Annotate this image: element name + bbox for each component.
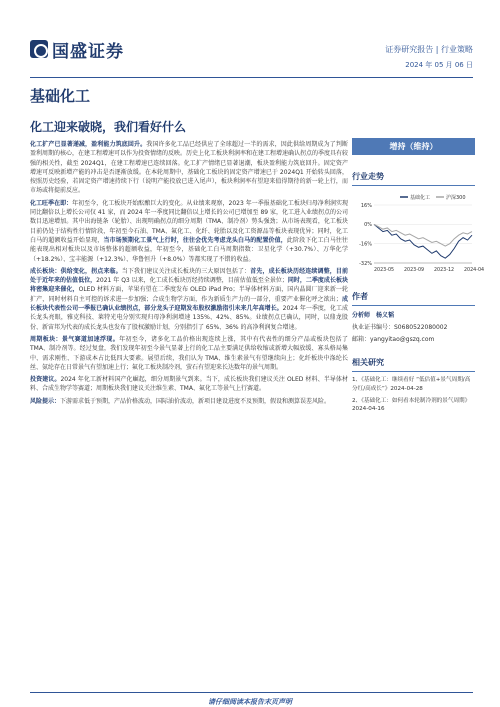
paragraph-lead: 投资建议。 [30, 376, 61, 384]
report-headline: 化工迎来破晓，我们看好什么 [30, 120, 187, 134]
paragraph-lead: 成长板块：供给变化，拐点来临。 [30, 267, 122, 275]
paragraph-highlight: 成长板块代表性公司一季报已确认业绩拐点，部分龙头子迎期发布股权激励指引未来几年高增长。 [30, 295, 348, 313]
x-tick-label: 2023-05 [374, 268, 395, 273]
brand-name: 国盛证券 [52, 41, 124, 62]
x-tick-label: 2024-04 [464, 268, 485, 273]
brand-logo [30, 38, 130, 60]
paragraph-highlight: 首先，成长板块历经连续调整，目前处于近年来的估值低位， [30, 267, 348, 285]
paragraph-text: 此阶段下化工白马往往能表现出相对板块以及市场整体的超额收益，年初至今，基础化工白马周期指数：卫星化学（+30.7%）、万华化学（+18.2%）、宝丰能源（+12.3%）、华鲁恒升（+8.0%）等都实现了不错的收益。 [30, 236, 348, 263]
paragraph-text: 我国许多化工品已经供应了全球超过一半的需求，因此供给周期成为了判断盈利周期的核心，在建工程增速可以作为投资情绪的反映。历史上化工板块利润率和在建工程增速确认拐点的季度具有较强的相关性，截至 2024Q1，在建工程增速已连续回落。化工扩产情绪已显著退潮，板块盈利能力筑底回升。固定资产增速可反映新增产能的冲击是否逐渐放缓。在本轮周期中，基础化工板块的固定资产增速已于 2024Q1 开始转头回落，按照历史经验，若固定资产增速持续下行（说明产能投放已进入尾声），板块利润率有望迎来值得期待的新一轮上行，而市场或将提前反应。 [30, 141, 349, 195]
paragraph-advice [30, 375, 348, 394]
trend-chart-svg [352, 191, 485, 277]
report-header [0, 0, 500, 69]
x-tick-label: 2023-09 [404, 268, 425, 273]
paragraph-text: 2021 年 Q3 以来，化工成长板块历经持续调整，目前估值低至全景位； [96, 277, 288, 285]
paragraph-text: 2024 年一季度，化工成长龙头亮眼，雅克科技、莱特光电分别实现归母净利润增速 135%、42%、85%。业绩拐点已确认，同时，以鼎龙股份、新宙邦为代表的成长龙头也发布了股权激励计划，分别指引了 65%、36% 的高净利润复合增速。 [30, 305, 348, 331]
trend-chart [352, 191, 485, 277]
paragraph-season [30, 199, 348, 264]
related-research-list [352, 376, 475, 414]
analyst-role: 分析师 [352, 312, 371, 319]
related-item[interactable]: 1、《基础化工：继续看好 “低估值+景气周期/高分红/高成长”》2024-04-28 [352, 377, 471, 392]
footer-disclaimer: 请仔细阅读本报告末页声明 [208, 698, 292, 706]
y-tick-label: -32% [359, 260, 372, 267]
paragraph-lead: 化工旺季在即： [30, 199, 73, 207]
document-tags: 证券研究报告 | 行业策略 [385, 45, 473, 54]
paragraph-text: OLED 材料方面，苹果有望在二季度发布 OLED iPad Pro；半导体材料方面，国内晶圆厂迎来新一轮扩产，同时材料自主可控的诉求进一步加强；合成生物学方面，作为新质生产力的一部分，重要产业催化呼之欲出； [30, 286, 348, 303]
y-tick-label: -16% [359, 241, 372, 248]
rating-badge: 增持（维持） [352, 138, 475, 155]
analyst-info [352, 310, 475, 343]
footer-divider [30, 692, 473, 693]
report-date: 2024 年 05 月 06 日 [405, 61, 473, 69]
paragraph-text: 年初至今，化工板块开始酝酿巨大的变化。从业绩来观察，2023 年一季报基础化工板块归母净利润实现同比翻倍以上增长公司仅 41 家，而 2024 年一季度同比翻倍以上增长的公司已增加至 89 家，化工进入业绩拐点的公司数目迅速增加。其中出海链条（轮胎）、出现明确拐点的细分周期（TMA、制冷剂）势头强劲；从市场表现看，化工板块目前仍处于结构性行情阶段，年初至今石油、TMA、氟化工、化纤、轮胎以及化工资源品等板块表现优异；同时，化工白马的超额收益开始显现， [30, 199, 348, 244]
paragraph-lead: 化工扩产已显著递减，盈利能力筑底回升。 [30, 141, 147, 148]
x-tick-label: 2023-12 [434, 268, 455, 273]
paragraph-capacity [30, 140, 348, 196]
sidebar [352, 138, 485, 417]
trend-heading: 行业走势 [352, 171, 475, 186]
paragraph-text: 当下我们建议关注成长板块的三大原因包括了： [121, 267, 251, 275]
paragraph-text: 2024 年化工新材料国产化崛起，细分周期景气到来。当下，成长板块我们建议关注 OLED 材料、半导体材料、合成生物学等赛道；周期板块我们建议关注维生素、TMA、氟化工等景气上行赛道。 [30, 376, 348, 393]
report-body [30, 140, 348, 409]
paragraph-text: 下游需求低于预期，产品价格波动，国际油价波动，新项目建设进度不及预期，假设和测算误差风险。 [60, 397, 331, 405]
related-heading: 相关研究 [352, 357, 475, 372]
paragraph-highlight: 同时，二季度成长板块将密集迎来催化， [30, 277, 348, 294]
analyst-cert: 执业证书编号：S0680522080002 [352, 324, 448, 331]
related-item[interactable]: 2、《基础化工：如何看本轮制冷剂的景气周期》2024-04-16 [352, 397, 471, 413]
analyst-heading: 作者 [352, 291, 475, 306]
analyst-role-row [352, 310, 475, 319]
page-title: 基础化工 [30, 87, 91, 105]
y-tick-label: 0% [364, 222, 372, 229]
analyst-name: 杨义韬 [376, 312, 395, 319]
analyst-email: 邮箱：yangyitao@gszq.com [352, 336, 435, 343]
paragraph-lead: 风险提示： [30, 397, 61, 405]
paragraph-highlight: 当市场预期化工景气上行时，往往会优先考虑龙头白马的配置价值， [103, 236, 287, 244]
legend-label: 基础化工 [410, 195, 431, 201]
brand-logo-icon [30, 40, 48, 58]
legend-label: 沪深300 [446, 195, 466, 201]
paragraph-cycle [30, 335, 348, 372]
paragraph-lead: 周期板块：景气赛道加速浮现。 [30, 335, 120, 343]
y-tick-label: 16% [360, 202, 372, 209]
paragraph-text: 年初至今，诸多化工品价格出现连续上涨，其中有代表性的细分产品或板块包括了 TMA、制冷剂等。经过复盘，我们发现年初至今景气显著上行的化工品主要满足供给收缩或新增大幅放缓、寡头格局集中、需求刚性、下游成本占比低四大要素。展望后续，我们认为 TMA、维生素景气有望继续向上；化纤板块中涤纶长丝、氨纶存在日常景气有望加速上行；氟化工板块制冷剂，萤石有望迎来长达数年的景气周期。 [30, 335, 348, 371]
header-divider [30, 77, 473, 78]
paragraph-growth [30, 267, 348, 332]
paragraph-risk [30, 397, 348, 406]
